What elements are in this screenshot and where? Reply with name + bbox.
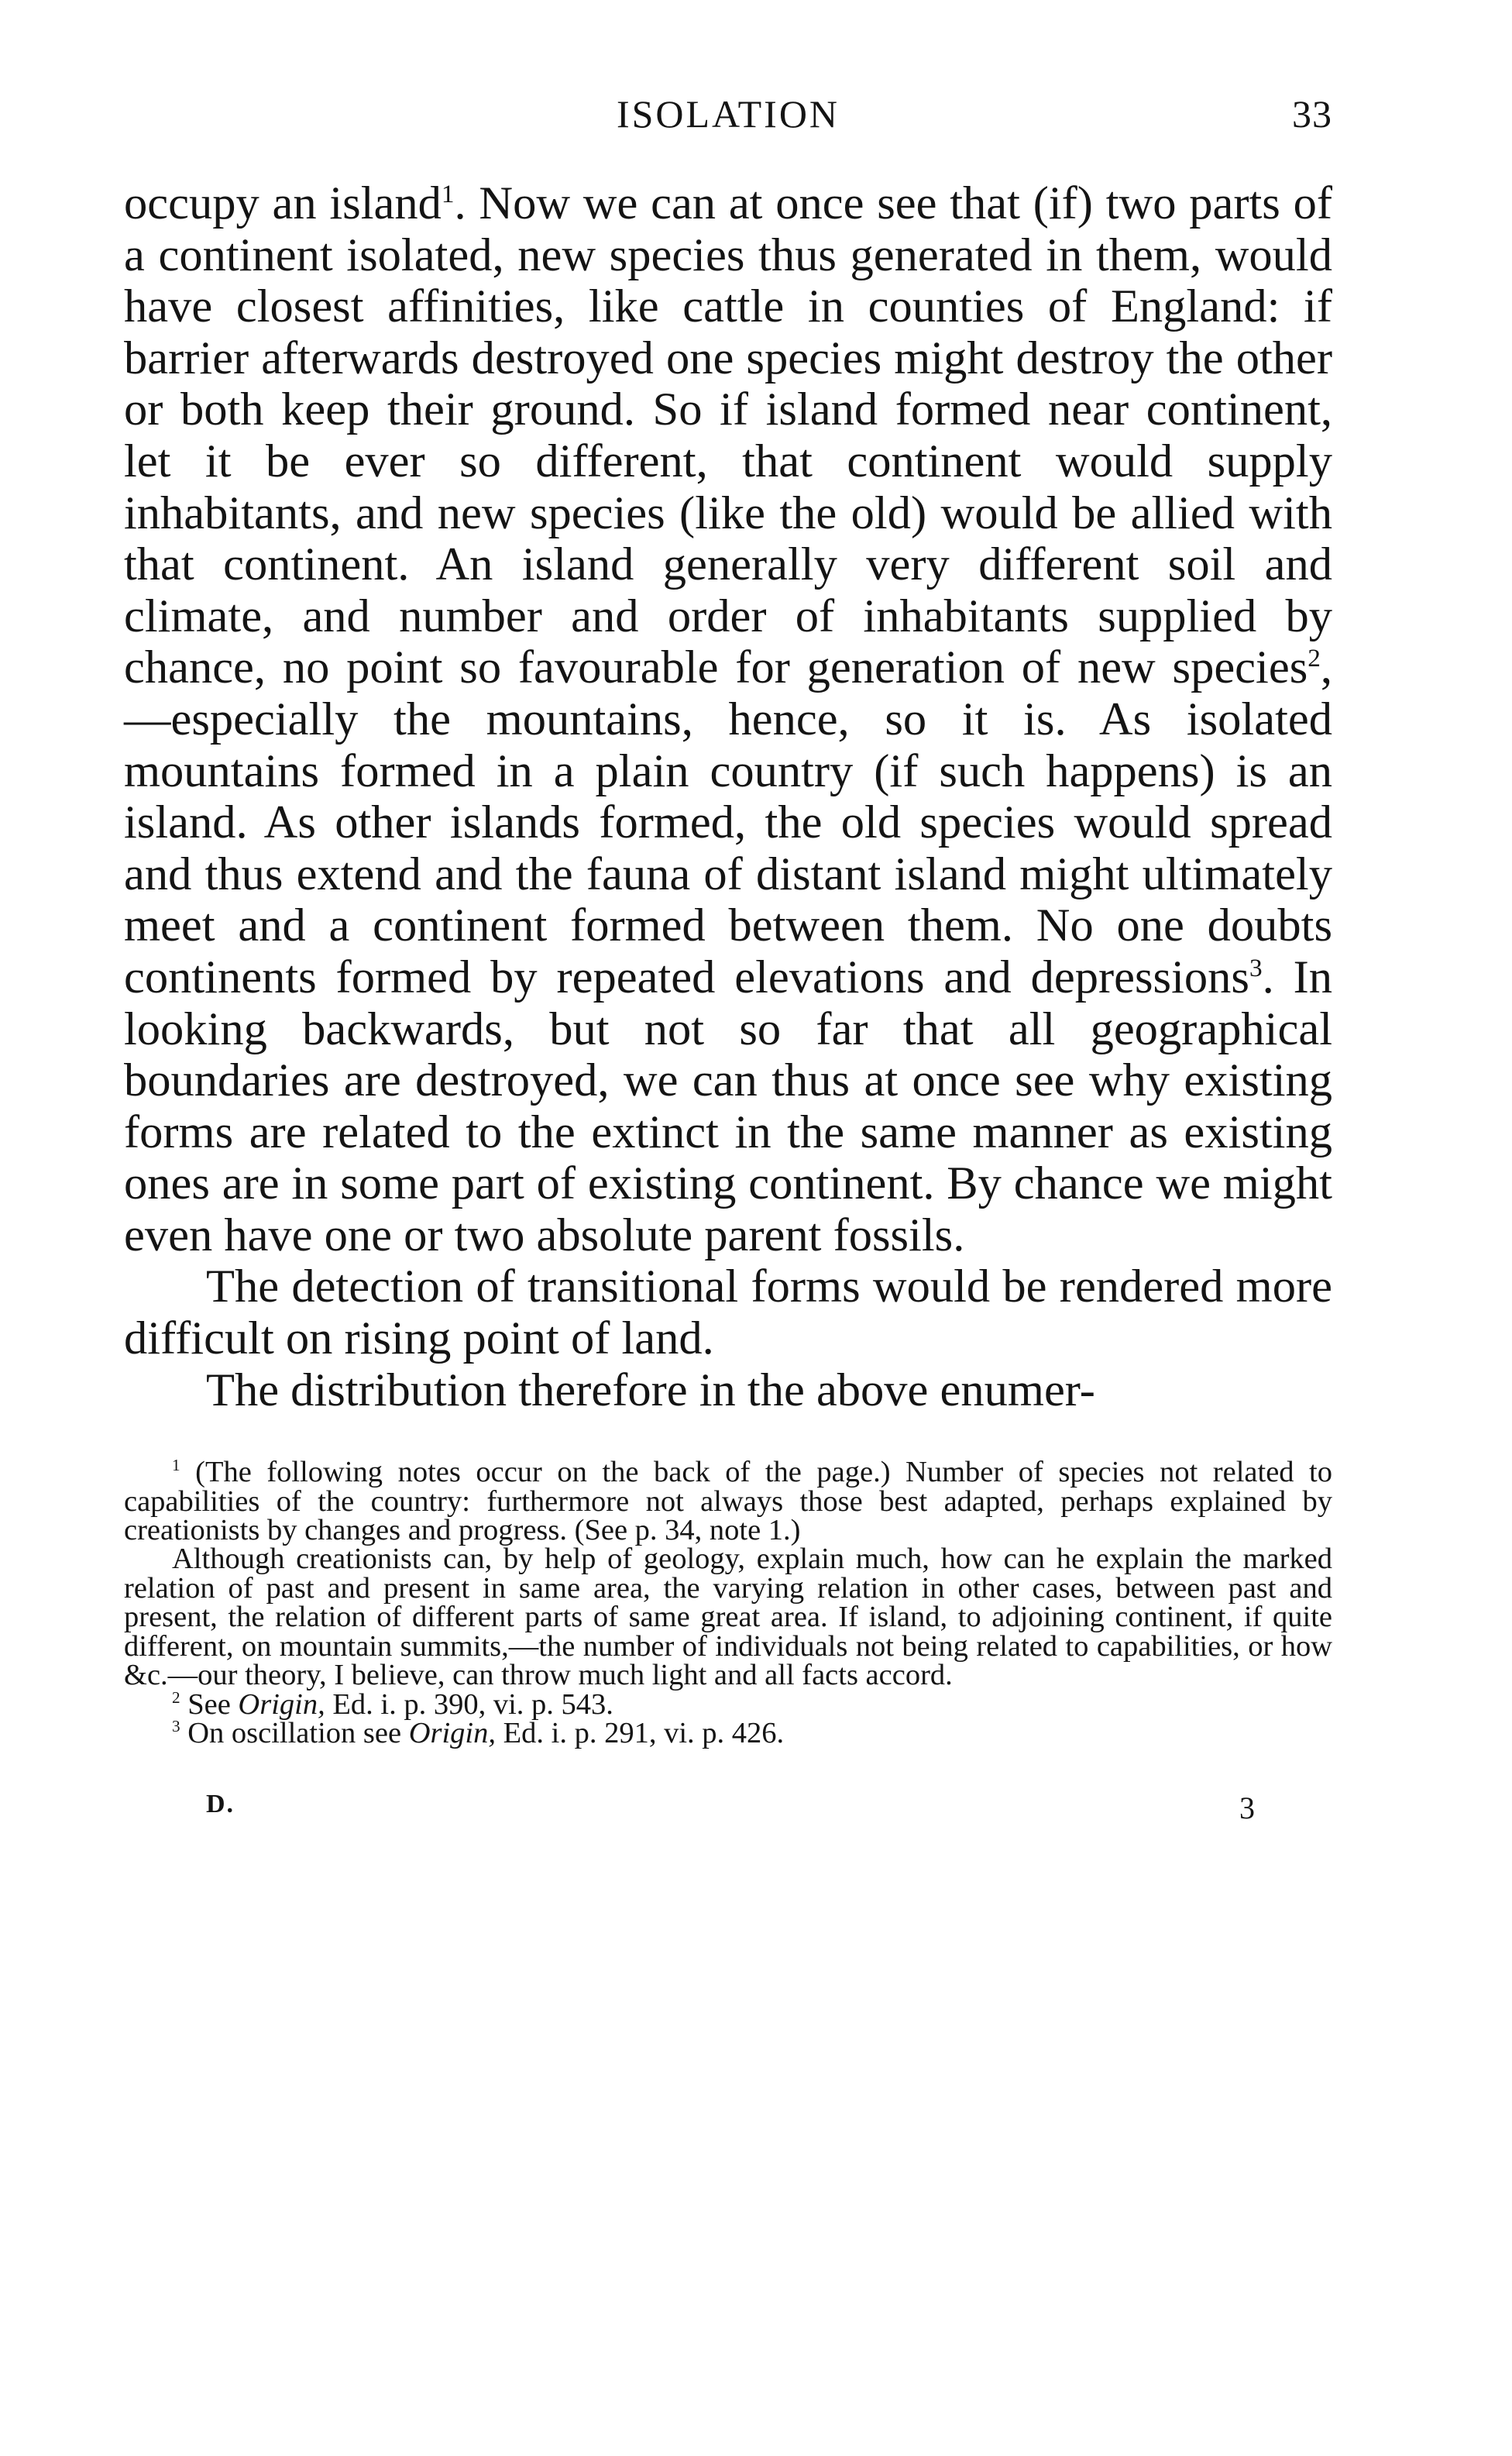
leaf-number: 3 bbox=[1239, 1790, 1255, 1826]
footnotes bbox=[124, 1458, 1332, 1748]
paragraph-2: The detection of transitional forms would be rendered more difficult on rising point of land. bbox=[124, 1261, 1332, 1365]
footnote-ref-3: 3 bbox=[1249, 953, 1263, 982]
footnote-1-marker: 1 bbox=[172, 1456, 180, 1475]
body-text bbox=[124, 178, 1332, 1416]
footnote-1 bbox=[124, 1458, 1332, 1545]
footnote-2 bbox=[124, 1687, 1332, 1721]
footnote-3-title: Origin, bbox=[408, 1716, 496, 1749]
footnote-ref-2: 2 bbox=[1308, 644, 1321, 673]
paragraph-1-part-a: occupy an island bbox=[124, 177, 442, 229]
footnote-2-text-b: Ed. i. p. 390, vi. p. 543. bbox=[332, 1687, 613, 1721]
footnote-1-continuation: Although creationists can, by help of geology, explain much, how can he explain the marked relation of past and present in same area, the varying relation in other cases, between past and present, the relation of different parts of same great area. If island, to adjoining continent, if quite different, on mountain summits,—the number of individuals not being related to capabilities, or how &c.—our theory, I believe, can throw much light and all facts accord. bbox=[124, 1543, 1332, 1692]
footnote-3-text-b: Ed. i. p. 291, vi. p. 426. bbox=[503, 1716, 785, 1749]
paragraph-1 bbox=[124, 178, 1332, 1261]
page-title: ISOLATION bbox=[616, 92, 840, 136]
book-page bbox=[124, 91, 1332, 1828]
footnote-ref-1: 1 bbox=[441, 179, 455, 208]
paragraph-1-part-b: . Now we can at once see that (if) two parts of a continent isolated, new species thus generated in them, would have closest affinities, like cattle in counties of England: if barrier afterwards destroyed one species might destroy the other or both keep their ground. So if island formed near continent, let it be ever so different, that continent would supply inhabitants, and new species (like the old) would be allied with that continent. An island generally very different soil and climate, and number and order of inhabitants supplied by chance, no point so favourable for generation of new species bbox=[124, 177, 1333, 694]
footnote-3 bbox=[124, 1716, 1332, 1749]
footnote-3-text-a: On oscillation see bbox=[187, 1716, 402, 1749]
footnote-1-text: (The following notes occur on the back of the page.) Number of species not related to capabilities of the country: furthermore not always those best adapted, perhaps explained by creationists by changes and progress. (See p. 34, note 1.) bbox=[124, 1456, 1333, 1547]
footnote-2-title: Origin, bbox=[238, 1687, 325, 1721]
paragraph-1-part-d: . In looking backwards, but not so far that all geographical boundaries are destroyed, we can thus at once see why existing forms are related to the extinct in the same manner as existing ones are in some part of existing continent. By chance we might even have one or two absolute parent fossils. bbox=[124, 951, 1332, 1261]
page-number: 33 bbox=[1292, 92, 1332, 136]
footnote-2-marker: 2 bbox=[172, 1687, 180, 1707]
running-head bbox=[124, 91, 1332, 146]
footnote-3-marker: 3 bbox=[172, 1717, 180, 1736]
footnote-2-text-a: See bbox=[187, 1687, 231, 1721]
paragraph-1-part-c: ,—especially the mountains, hence, so it is. As isolated mountains formed in a plain country (if such happens) is an island. As other islands formed, the old species would spread and thus extend and the fauna of distant island might ultimately meet and a continent formed between them. No one doubts continents formed by repeated elevations and depressions bbox=[124, 642, 1332, 1003]
paragraph-3: The distribution therefore in the above enumer- bbox=[206, 1364, 1095, 1416]
signature-mark: D. bbox=[206, 1790, 235, 1819]
page-footer bbox=[124, 1790, 1332, 1828]
